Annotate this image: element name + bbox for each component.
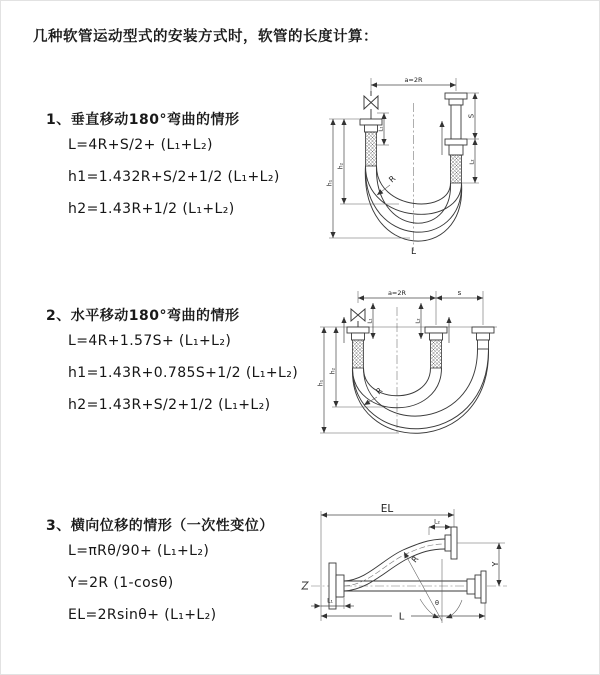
right-hose-end [445,93,467,183]
valve-icon [364,91,378,119]
formula-line: h1=1.43R+0.785S+1/2 (L₁+L₂) [68,365,299,381]
moved-hose-end [472,327,494,349]
section-horizontal-180 [46,305,298,421]
page-title: 几种软管运动型式的安装方式时，软管的长度计算： [33,29,378,45]
dim-label-h1: h₁ [317,379,325,387]
dimension-l1 [377,113,389,145]
radius-label: R [409,554,421,565]
section-vertical-180 [46,109,280,225]
formula-line: h2=1.43R+1/2 (L₁+L₂) [68,201,235,217]
dim-label-el: EL [380,503,394,515]
hose-curves [365,166,461,241]
dim-label-l1: L₁ [367,318,374,324]
formula-line: L=πRθ/90+ (L₁+L₂) [68,543,210,559]
dim-label-s: S [467,113,476,119]
diagram-lateral-displacement [299,501,599,661]
formula-line: EL=2Rsinθ+ (L₁+L₂) [68,607,217,623]
section-heading: 1、垂直移动180°弯曲的情形 [46,112,240,128]
dim-label-a2r: a=2R [387,289,407,297]
dim-label-h2: h₂ [337,162,345,170]
displaced-hose [344,539,445,591]
angle-construction [404,552,462,623]
section-lateral-displacement [46,515,274,631]
hose-curves [352,349,488,433]
section-heading: 2、水平移动180°弯曲的情形 [46,308,240,324]
dimension-a2r [371,76,456,93]
radius-label: R [387,173,398,185]
radius-label: R [374,385,385,397]
dim-label-l: L [398,611,405,623]
formula-line: L=4R+S/2+ (L₁+L₂) [68,137,213,153]
dim-label-shift: s [457,289,462,297]
section-heading: 3、横向位移的情形（一次性变位） [46,518,274,534]
formula-line: Y=2R (1-cosθ) [68,575,174,591]
dimension-l2 [429,519,451,536]
upper-flange [445,527,457,559]
right-flange [467,571,486,603]
left-hose-end [347,327,369,368]
dim-label-h1: h₁ [326,179,334,187]
diagram-vertical-180 [313,71,593,261]
angle-label: θ [435,599,439,607]
dim-label-h2: h₂ [329,367,337,375]
left-hose-end [360,119,382,166]
formula-line: h2=1.43R+S/2+1/2 (L₁+L₂) [68,397,271,413]
valve-icon [351,309,365,327]
centerline-symbol [302,582,308,589]
middle-hose-end [425,327,447,368]
dim-label-l2: L₂ [434,518,440,526]
dim-label-l1: L₁ [327,597,333,605]
dim-label-l2: L₂ [469,159,476,165]
dim-label-l1: L₁ [378,126,385,132]
dimension-s [462,93,480,183]
dim-label-y: Y [491,561,500,567]
dim-label-a2r: a=2R [404,76,423,84]
diagram-horizontal-180 [311,283,591,453]
dim-label-l2: L₂ [415,318,422,324]
length-label: L [410,247,417,257]
formula-line: h1=1.432R+S/2+1/2 (L₁+L₂) [68,169,280,185]
formula-line: L=4R+1.57S+ (L₁+L₂) [68,333,232,349]
